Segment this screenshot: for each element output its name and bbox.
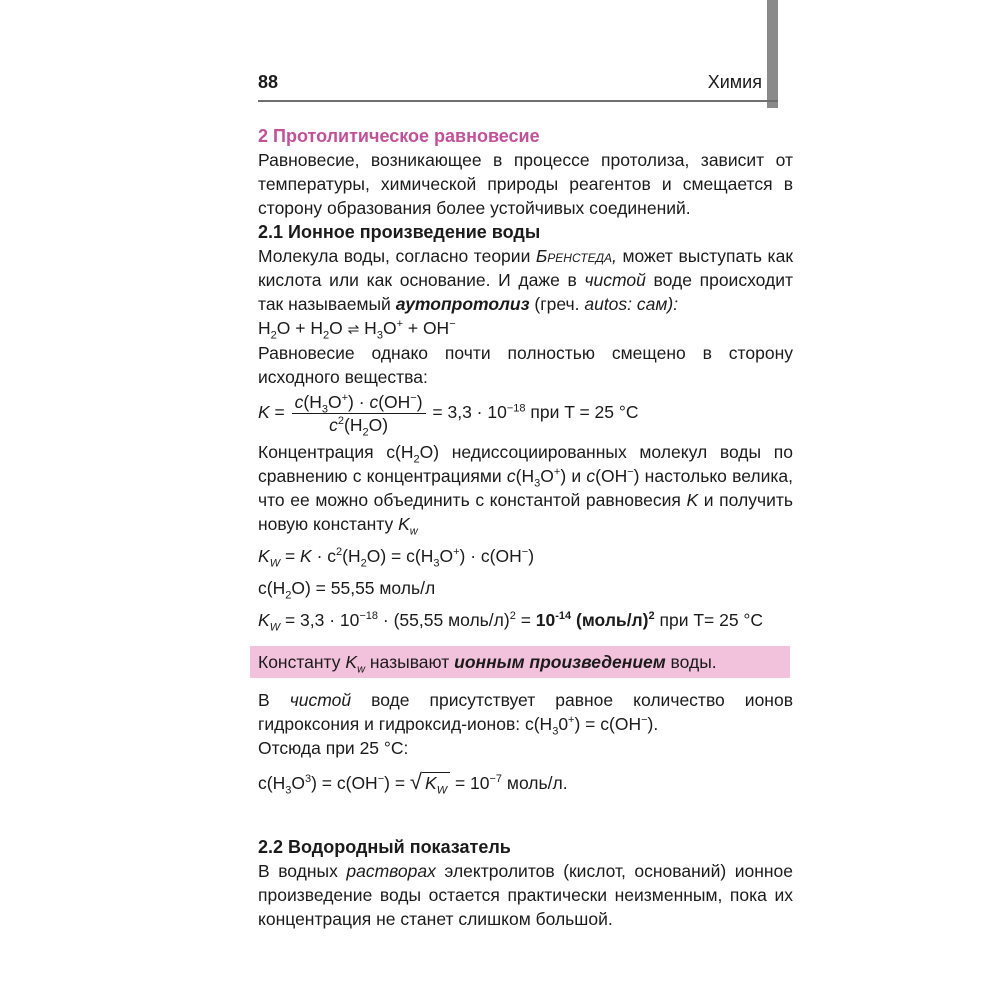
ion-concentration-formula: $c(H_3O^3) = c(OH^-)$ = √ $K_W = 10^{-7}$ моль/л. [258,769,568,797]
equilibrium-paragraph: Равновесие однако почти полностью смещено в сторону исходного вещества: [258,343,793,387]
ph-paragraph: В водных растворах электролитов (кислот, оснований) ионное произведение воды остается практически неизменным, пока их концентрация не станет слишком большой. [258,861,793,929]
page-number: 88 [258,72,279,92]
autoprotolysis-paragraph: Молекула воды, согласно теории Бренстеда, может выступать как кислота или как основание. И даже в чистой воде происходит так называемый аутопротолиз (греч. autos: сам): [258,246,793,314]
kw-value-formula: $K_W = 3,3 \cdot 10^{-18} \cdot (55,55$ моль/л)$^2$ = $10^{-14}$ (моль/л)$^2$ при T= 25 °C [258,610,764,634]
subsection-2-title: 2.2 Водородный показатель [258,837,511,857]
square-root: √ $K_W$ [410,770,450,795]
section-title: 2 Протолитическое равновесие [258,126,540,146]
equilibrium-constant-formula: K = $\frac{c(H_3O^+) \cdot c(OH^-)}{c^2(H_2O)}$ = $3,3 \cdot 10^{-18}$ при T = 25 °C [258,392,639,439]
page-edge-marker [767,0,778,108]
autoprotolysis-equation: $H_2O + H_2O$ ⇌ $H_3O^+ + OH^-$ [258,318,456,342]
running-title: Химия [707,72,762,92]
pure-water-paragraph: В чистой воде присутствует равное количество ионов гидроксония и гидроксид-ионов: $c(H_30^+) = c(OH^-)$. [258,690,793,738]
subsection-1-title: 2.1 Ионное произведение воды [258,222,541,242]
temperature-paragraph: Отсюда при 25 °C: [258,738,409,758]
concentration-paragraph: Концентрация $c(H_2O)$ недиссоциированных молекул воды по сравнению с концентрациями $c(H_3O^+)$ и c(OH−) настолько велика, что ее можно объединить с константой равновесия K и получить новую константу $K_w$ [258,442,794,538]
ionic-product-callout: Константу $K_w$ называют ионным произведением воды. [250,646,790,678]
page-body [258,124,793,931]
water-concentration-formula: $c(H_2O) = 55,55$ моль/л [258,578,436,602]
equilibrium-fraction: $\frac{c(H_3O^+) \cdot c(OH^-)}{c^2(H_2O)}$ [292,391,426,436]
kw-definition-formula: $K_W = K \cdot c^2(H_2O) = c(H_3O^+) \cdot c(OH^-)$ [258,546,535,570]
header-rule [258,100,778,102]
section-intro: Равновесие, возникающее в процессе протолиза, зависит от температуры, химической природы реагентов и смещается в сторону образования более устойчивых соединений. [258,150,793,218]
